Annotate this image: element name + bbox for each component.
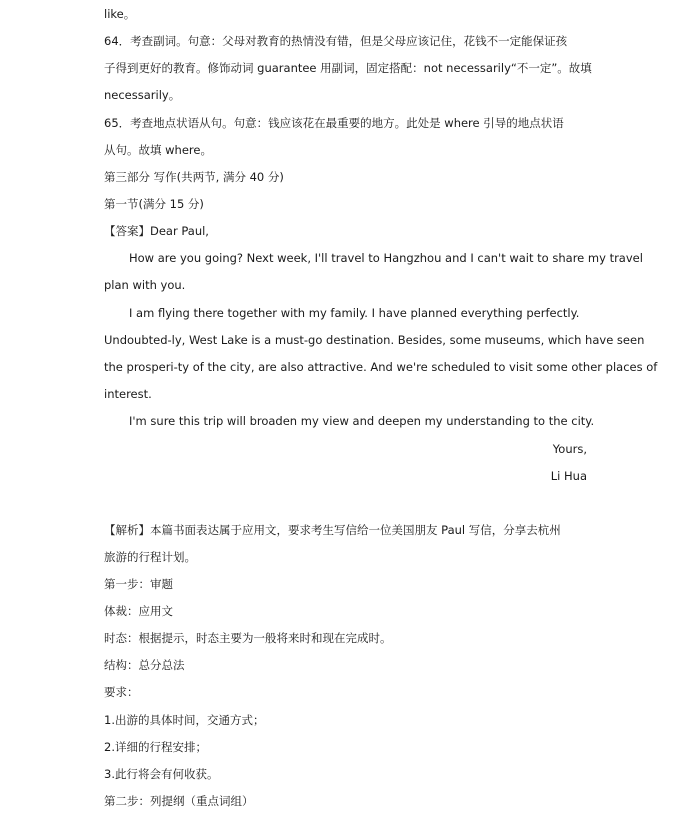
text-line: 结构：总分总法 (104, 658, 185, 672)
letter-line: plan with you. (104, 278, 186, 292)
text-line: 第二步：列提纲（重点词组） (104, 794, 254, 808)
text-line: 第一步：审题 (104, 577, 173, 591)
list-item: 3.此行将会有何收获。 (104, 767, 219, 781)
letter-line: Undoubted-ly, West Lake is a must-go destination. Besides, some museums, which have seen (104, 333, 645, 347)
text-line: 体裁：应用文 (104, 604, 173, 618)
text-line: 子得到更好的教育。修饰动词 guarantee 用副词，固定搭配：not necessarily“不一定”。故填 (104, 61, 592, 75)
letter-line: interest. (104, 387, 152, 401)
section-heading: 第三部分 写作(共两节, 满分 40 分) (104, 170, 284, 184)
answer-label: 【答案】Dear Paul, (104, 224, 209, 238)
text-line: 旅游的行程计划。 (104, 550, 196, 564)
letter-line: How are you going? Next week, I'll travel to Hangzhou and I can't wait to share my travel (129, 251, 643, 265)
text-line: 从句。故填 where。 (104, 143, 212, 157)
letter-closing: Yours, (552, 442, 587, 456)
list-item: 1.出游的具体时间，交通方式； (104, 713, 265, 727)
text-line: 要求： (104, 685, 139, 699)
text-line: 65．考查地点状语从句。句意：钱应该花在最重要的地方。此处是 where 引导的地点状语 (104, 116, 564, 130)
text-line: like。 (104, 7, 136, 21)
letter-line: I'm sure this trip will broaden my view and deepen my understanding to the city. (129, 414, 595, 428)
text-line: necessarily。 (104, 88, 181, 102)
analysis-label: 【解析】本篇书面表达属于应用文，要求考生写信给一位美国朋友 Paul 写信，分享去杭州 (104, 523, 561, 537)
letter-line: I am flying there together with my family. I have planned everything perfectly. (129, 306, 580, 320)
list-item: 2.详细的行程安排； (104, 740, 207, 754)
text-line: 64．考查副词。句意：父母对教育的热情没有错，但是父母应该记住，花钱不一定能保证孩 (104, 34, 568, 48)
text-line: 时态：根据提示，时态主要为一般将来时和现在完成时。 (104, 631, 392, 645)
letter-line: the prosperi-ty of the city, are also attractive. And we're scheduled to visit some other places of (104, 360, 658, 374)
letter-signature: Li Hua (550, 469, 587, 483)
subsection-heading: 第一节(满分 15 分) (104, 197, 204, 211)
